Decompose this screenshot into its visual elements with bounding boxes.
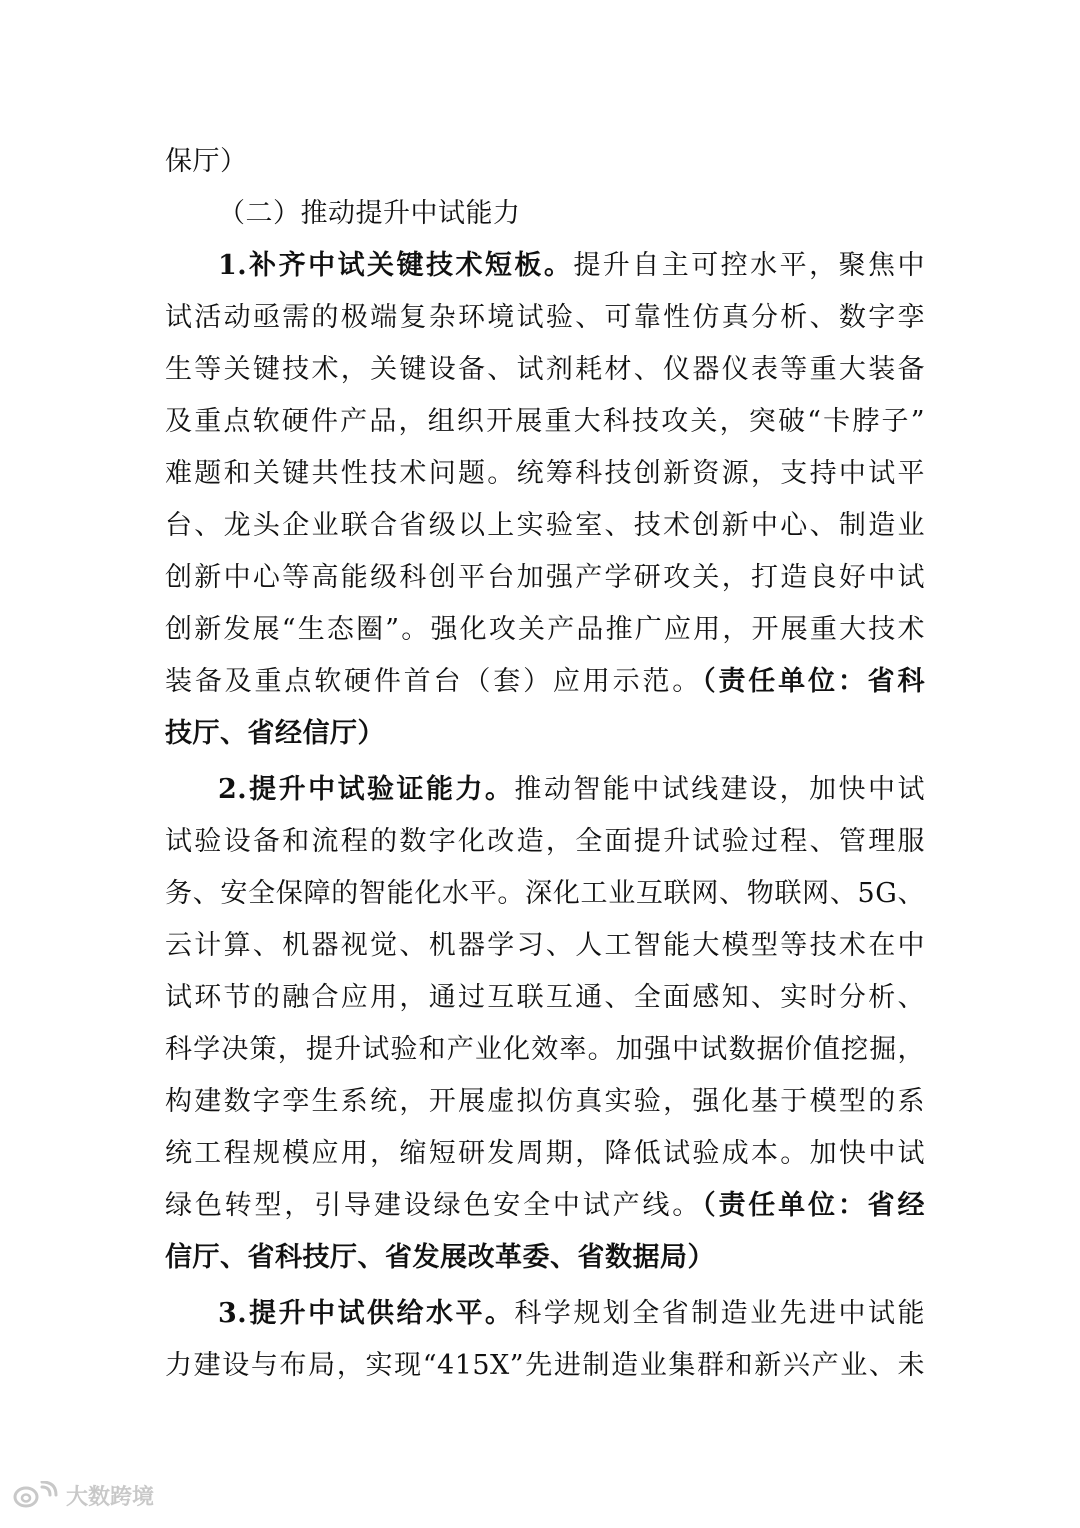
- line-text: 试验设备和流程的数字化改造，全面提升试验过程、管理服: [165, 826, 925, 857]
- text-line: [165, 344, 925, 396]
- text-line: [165, 656, 925, 708]
- text-line: [165, 500, 925, 552]
- line-text: 科学规划全省制造业先进中试能: [514, 1298, 926, 1329]
- text-line: [165, 868, 925, 920]
- text-line: [218, 1288, 925, 1340]
- text-line: [165, 1340, 925, 1392]
- line-text: 统工程规模应用，缩短研发周期，降低试验成本。加快中试: [165, 1138, 925, 1169]
- line-text: 试环节的融合应用，通过互联互通、全面感知、实时分析、: [165, 982, 925, 1013]
- text-line: [165, 1128, 925, 1180]
- line-text: 技厅、省经信厅）: [165, 718, 385, 749]
- text-line: [165, 1232, 925, 1284]
- text-line: [218, 188, 925, 240]
- line-text: 科学决策，提升试验和产业化效率。加强中试数据价值挖掘，: [165, 1034, 925, 1065]
- line-text: 难题和关键共性技术问题。统筹科技创新资源，支持中试平: [165, 458, 925, 489]
- text-line: [165, 920, 925, 972]
- line-text: 保厅）: [165, 146, 248, 177]
- text-line: [165, 1180, 925, 1232]
- line-text: 信厅、省科技厅、省发展改革委、省数据局）: [165, 1242, 715, 1273]
- text-line: [165, 604, 925, 656]
- line-text: 构建数字孪生系统，开展虚拟仿真实验，强化基于模型的系: [165, 1086, 925, 1117]
- line-text: 生等关键技术，关键设备、试剂耗材、仪器仪表等重大装备: [165, 354, 925, 385]
- line-text: 推动智能中试线建设，加快中试: [514, 774, 926, 805]
- text-line: [165, 396, 925, 448]
- line-text: 提升自主可控水平，聚焦中: [573, 250, 925, 281]
- responsibility-label: （责任单位：省经: [702, 1190, 926, 1221]
- weibo-logo-icon: [12, 1481, 60, 1509]
- text-line: [165, 816, 925, 868]
- line-text: 台、龙头企业联合省级以上实验室、技术创新中心、制造业: [165, 510, 925, 541]
- text-line: [165, 972, 925, 1024]
- line-text: 试活动亟需的极端复杂环境试验、可靠性仿真分析、数字孪: [165, 302, 925, 333]
- line-text: 创新发展“生态圈”。强化攻关产品推广应用，开展重大技术: [165, 614, 925, 645]
- text-line: [165, 448, 925, 500]
- text-line: [165, 552, 925, 604]
- watermark: [12, 1478, 154, 1512]
- text-line: [218, 240, 925, 292]
- line-text: 力建设与布局，实现“415X”先进制造业集群和新兴产业、未: [165, 1350, 925, 1381]
- responsibility-label: （责任单位：省科: [702, 666, 926, 697]
- line-text: 绿色转型，引导建设绿色安全中试产线。: [165, 1190, 703, 1221]
- text-line: [165, 1076, 925, 1128]
- text-line: [165, 708, 925, 760]
- text-line: [165, 136, 925, 188]
- line-text: （二）推动提升中试能力: [218, 198, 521, 229]
- text-line: [218, 764, 925, 816]
- line-text: 创新中心等高能级科创平台加强产学研攻关，打造良好中试: [165, 562, 925, 593]
- line-text: 云计算、机器视觉、机器学习、人工智能大模型等技术在中: [165, 930, 925, 961]
- text-line: [165, 1024, 925, 1076]
- text-line: [165, 292, 925, 344]
- line-text: 装备及重点软硬件首台（套）应用示范。: [165, 666, 703, 697]
- section-heading: 2.提升中试验证能力。: [218, 774, 515, 805]
- watermark-text: 大数跨境: [66, 1484, 155, 1510]
- section-heading: 1.补齐中试关键技术短板。: [218, 250, 574, 281]
- section-heading: 3.提升中试供给水平。: [218, 1298, 515, 1329]
- line-text: 及重点软硬件产品，组织开展重大科技攻关，突破“卡脖子”: [165, 406, 925, 437]
- line-text: 务、安全保障的智能化水平。深化工业互联网、物联网、5G、: [165, 878, 925, 909]
